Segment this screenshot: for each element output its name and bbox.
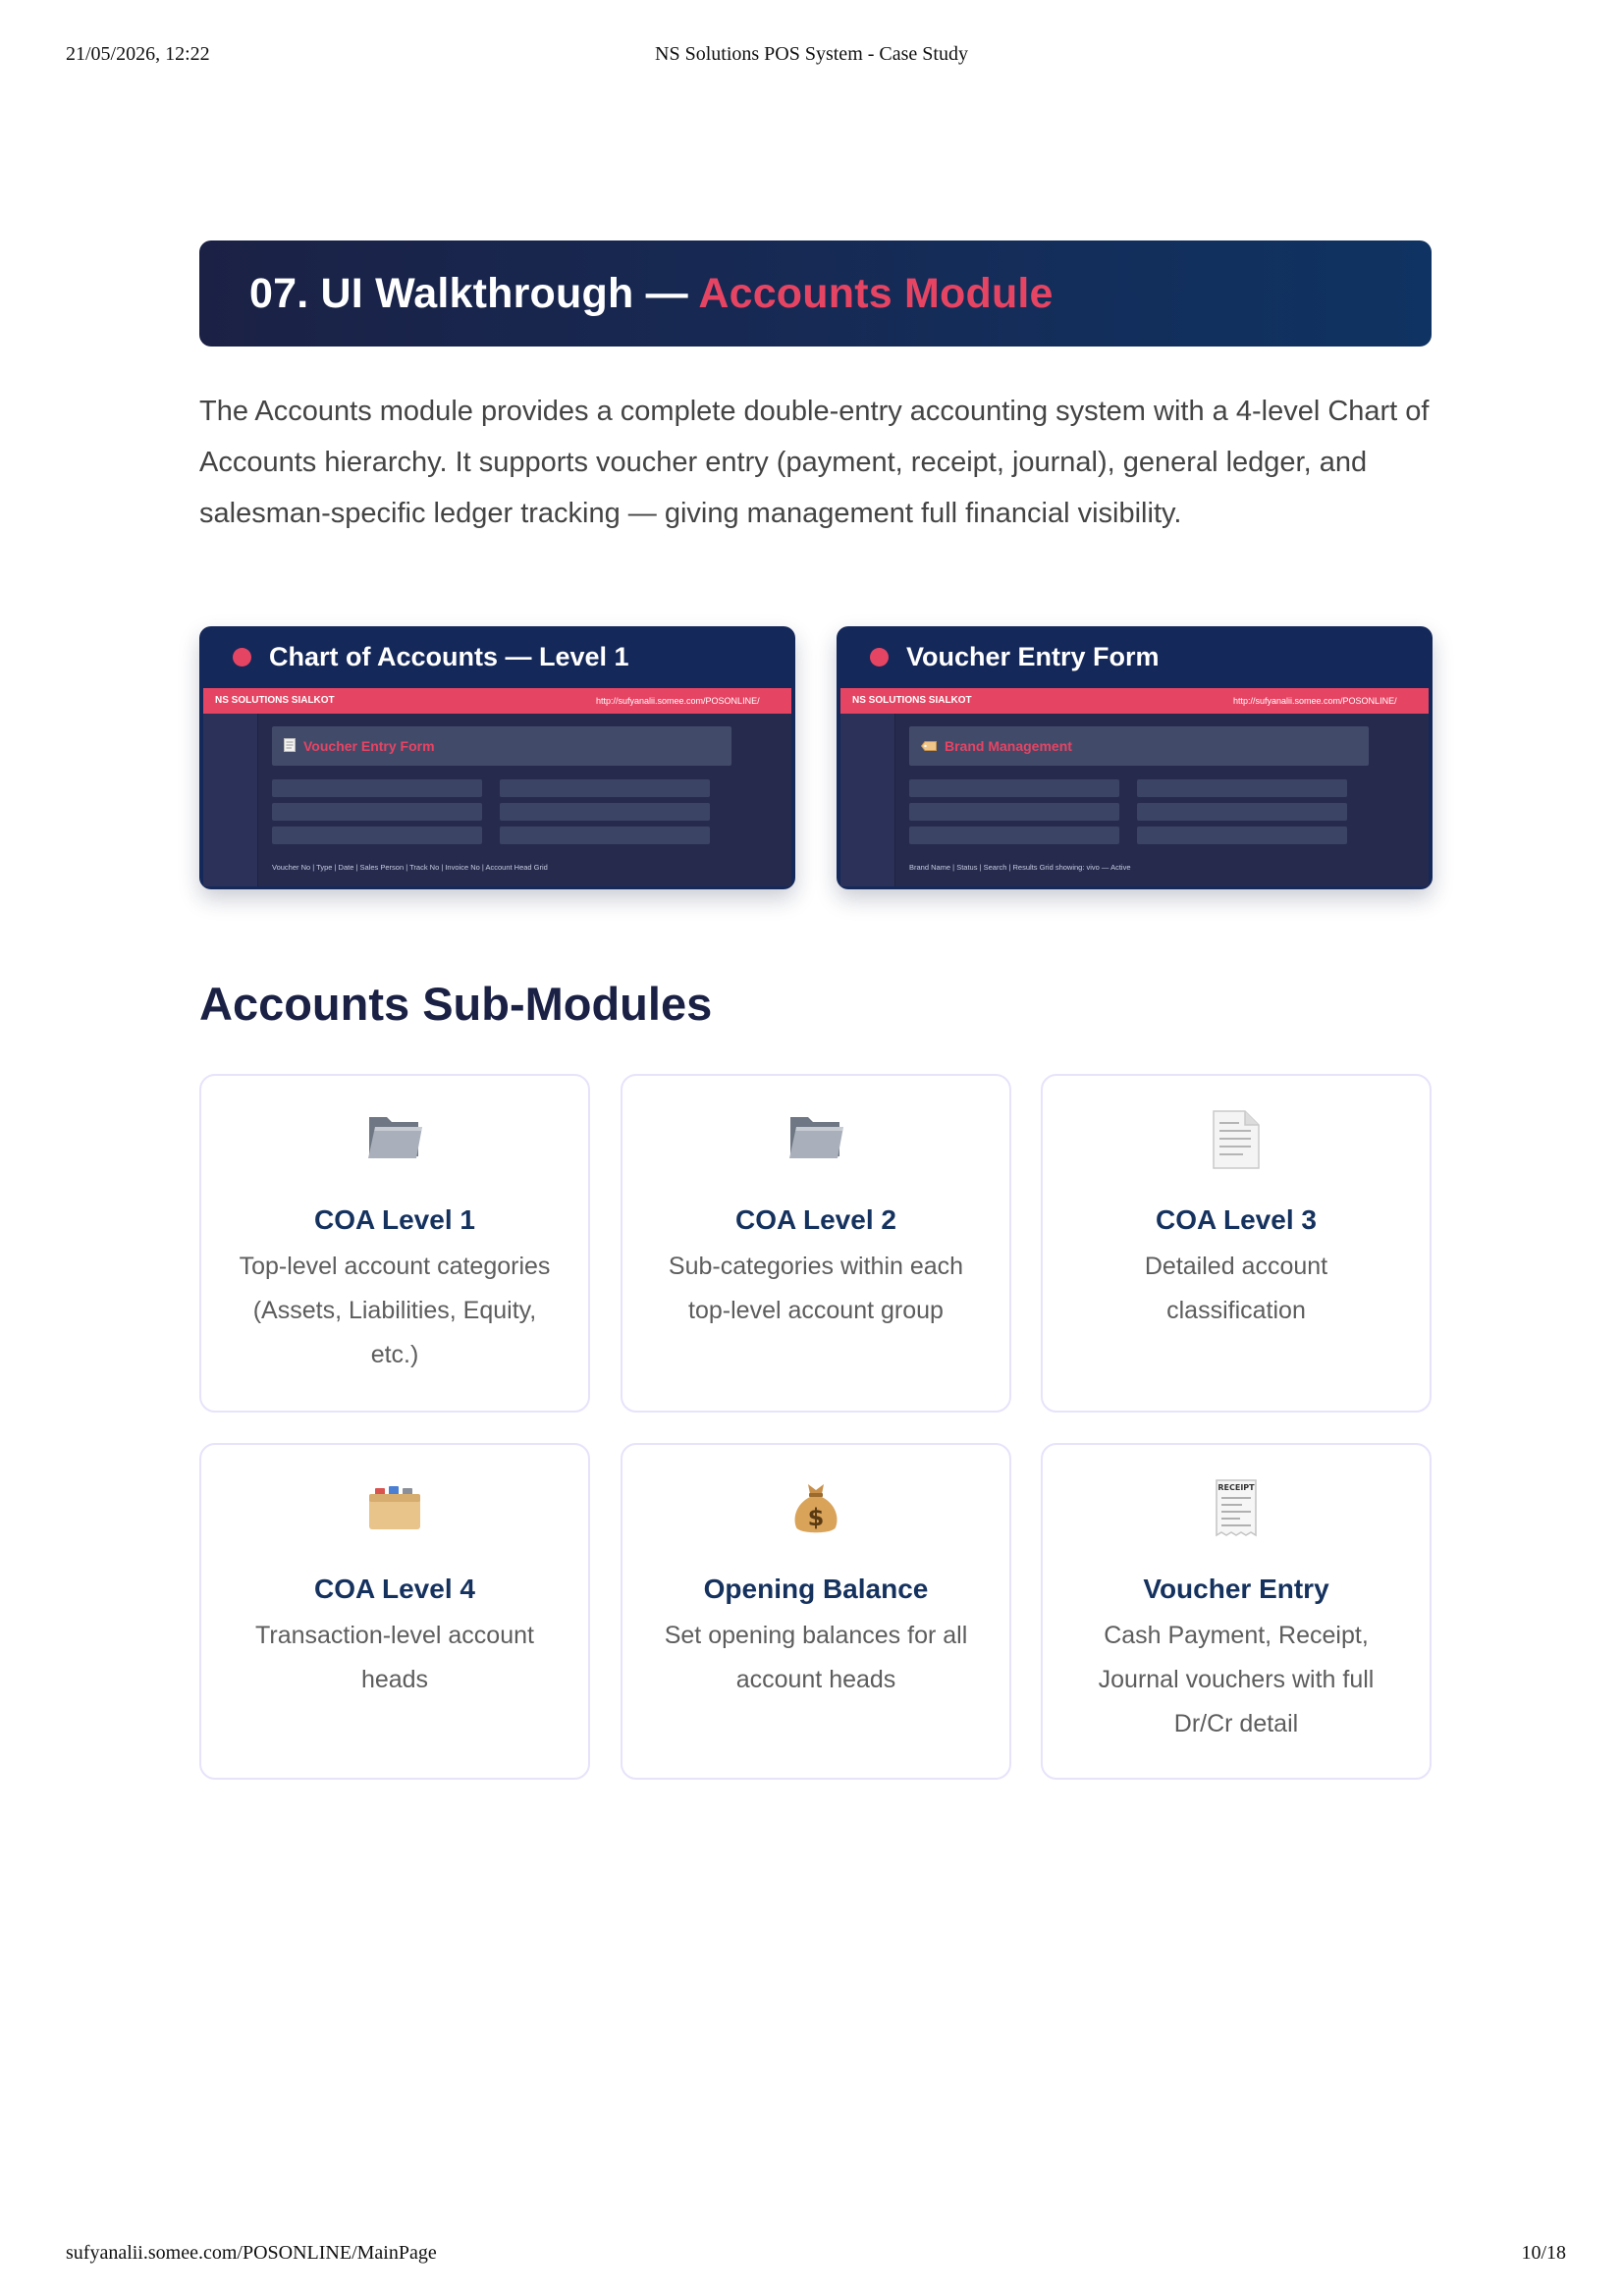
form-field — [272, 827, 482, 844]
app-url: http://sufyanalii.somee.com/POSONLINE/ — [596, 696, 760, 706]
submodule-title: Opening Balance — [703, 1574, 929, 1604]
app-grid-caption: Voucher No | Type | Date | Sales Person | Track No | Invoice No | Account Head Grid — [272, 863, 548, 872]
print-document-title: NS Solutions POS System - Case Study — [655, 43, 968, 65]
submodule-description: Transaction-level account heads — [255, 1622, 534, 1693]
app-top-bar — [840, 688, 1429, 714]
submodule-description: Cash Payment, Receipt, Journal vouchers with full Dr/Cr detail — [1098, 1622, 1375, 1737]
submodule-card-coa-level-3 — [1041, 1074, 1432, 1413]
page-number: 10/18 — [1521, 2242, 1566, 2264]
submodule-title: Voucher Entry — [1143, 1574, 1329, 1604]
app-sidebar — [203, 714, 258, 886]
app-brand: NS SOLUTIONS SIALKOT — [852, 695, 972, 706]
submodule-description: Sub-categories within each top-level account group — [668, 1253, 964, 1324]
screenshot-title: Voucher Entry Form — [906, 642, 1160, 671]
banner-prefix: 07. UI Walkthrough — — [249, 269, 699, 317]
submodule-title: COA Level 1 — [314, 1204, 475, 1235]
print-datetime: 21/05/2026, 12:22 — [66, 43, 210, 65]
card-index-icon — [201, 1478, 588, 1541]
submodule-description: Detailed account classification — [1144, 1253, 1328, 1324]
form-field — [909, 803, 1119, 821]
screenshot-card-voucher-entry — [837, 626, 1433, 889]
app-preview — [203, 688, 791, 886]
submodule-card-coa-level-2 — [621, 1074, 1011, 1413]
screenshot-card-coa-level-1 — [199, 626, 795, 889]
form-field — [1137, 779, 1347, 797]
app-panel-header — [272, 726, 731, 766]
app-sidebar — [840, 714, 895, 886]
app-grid-caption: Brand Name | Status | Search | Results Grid showing: vivo — Active — [909, 863, 1131, 872]
submodule-card-opening-balance — [621, 1443, 1011, 1780]
money-bag-icon — [622, 1478, 1009, 1541]
form-field — [500, 803, 710, 821]
form-field — [909, 779, 1119, 797]
app-url: http://sufyanalii.somee.com/POSONLINE/ — [1233, 696, 1397, 706]
print-footer — [0, 2242, 1623, 2268]
section-title: Accounts Sub-Modules — [199, 978, 713, 1030]
document-icon — [284, 738, 296, 755]
banner-heading — [249, 270, 1054, 318]
app-panel-title: Brand Management — [945, 738, 1072, 754]
screenshot-title-bar — [837, 626, 1433, 688]
section-banner — [199, 240, 1432, 347]
screenshot-title: Chart of Accounts — Level 1 — [269, 642, 629, 671]
money-sign: $ — [807, 1504, 825, 1531]
screenshot-title-bar — [199, 626, 795, 688]
form-field — [1137, 803, 1347, 821]
submodule-title: COA Level 2 — [735, 1204, 896, 1235]
app-preview — [840, 688, 1429, 886]
form-field — [500, 779, 710, 797]
submodule-title: COA Level 3 — [1156, 1204, 1317, 1235]
submodule-card-voucher-entry — [1041, 1443, 1432, 1780]
app-brand: NS SOLUTIONS SIALKOT — [215, 695, 335, 706]
tag-icon — [921, 739, 937, 754]
receipt-icon — [1043, 1478, 1430, 1541]
print-header — [0, 43, 1623, 69]
submodule-description: Top-level account categories (Assets, Liabilities, Equity, etc.) — [239, 1253, 551, 1368]
submodule-card-coa-level-1 — [199, 1074, 590, 1413]
app-panel-title: Voucher Entry Form — [303, 738, 435, 754]
form-field — [500, 827, 710, 844]
submodule-card-coa-level-4 — [199, 1443, 590, 1780]
app-panel-header — [909, 726, 1369, 766]
app-top-bar — [203, 688, 791, 714]
receipt-label: RECEIPT — [1217, 1483, 1255, 1492]
folder-icon — [622, 1109, 1009, 1172]
document-icon — [1043, 1109, 1430, 1172]
form-field — [1137, 827, 1347, 844]
bullet-dot-icon — [233, 648, 251, 667]
submodule-description: Set opening balances for all account heads — [664, 1622, 968, 1693]
form-field — [272, 779, 482, 797]
bullet-dot-icon — [870, 648, 889, 667]
print-url: sufyanalii.somee.com/POSONLINE/MainPage — [66, 2242, 437, 2264]
submodule-title: COA Level 4 — [314, 1574, 475, 1604]
form-field — [272, 803, 482, 821]
form-field — [909, 827, 1119, 844]
folder-icon — [201, 1109, 588, 1172]
intro-paragraph: The Accounts module provides a complete double-entry accounting system with a 4-level Chart of Accounts hierarchy. It supports voucher entry (payment, receipt, journal), general ledger, and salesman-specific ledger tracking — giving management full financial visibility. — [199, 396, 1430, 529]
banner-accent: Accounts Module — [698, 269, 1054, 317]
